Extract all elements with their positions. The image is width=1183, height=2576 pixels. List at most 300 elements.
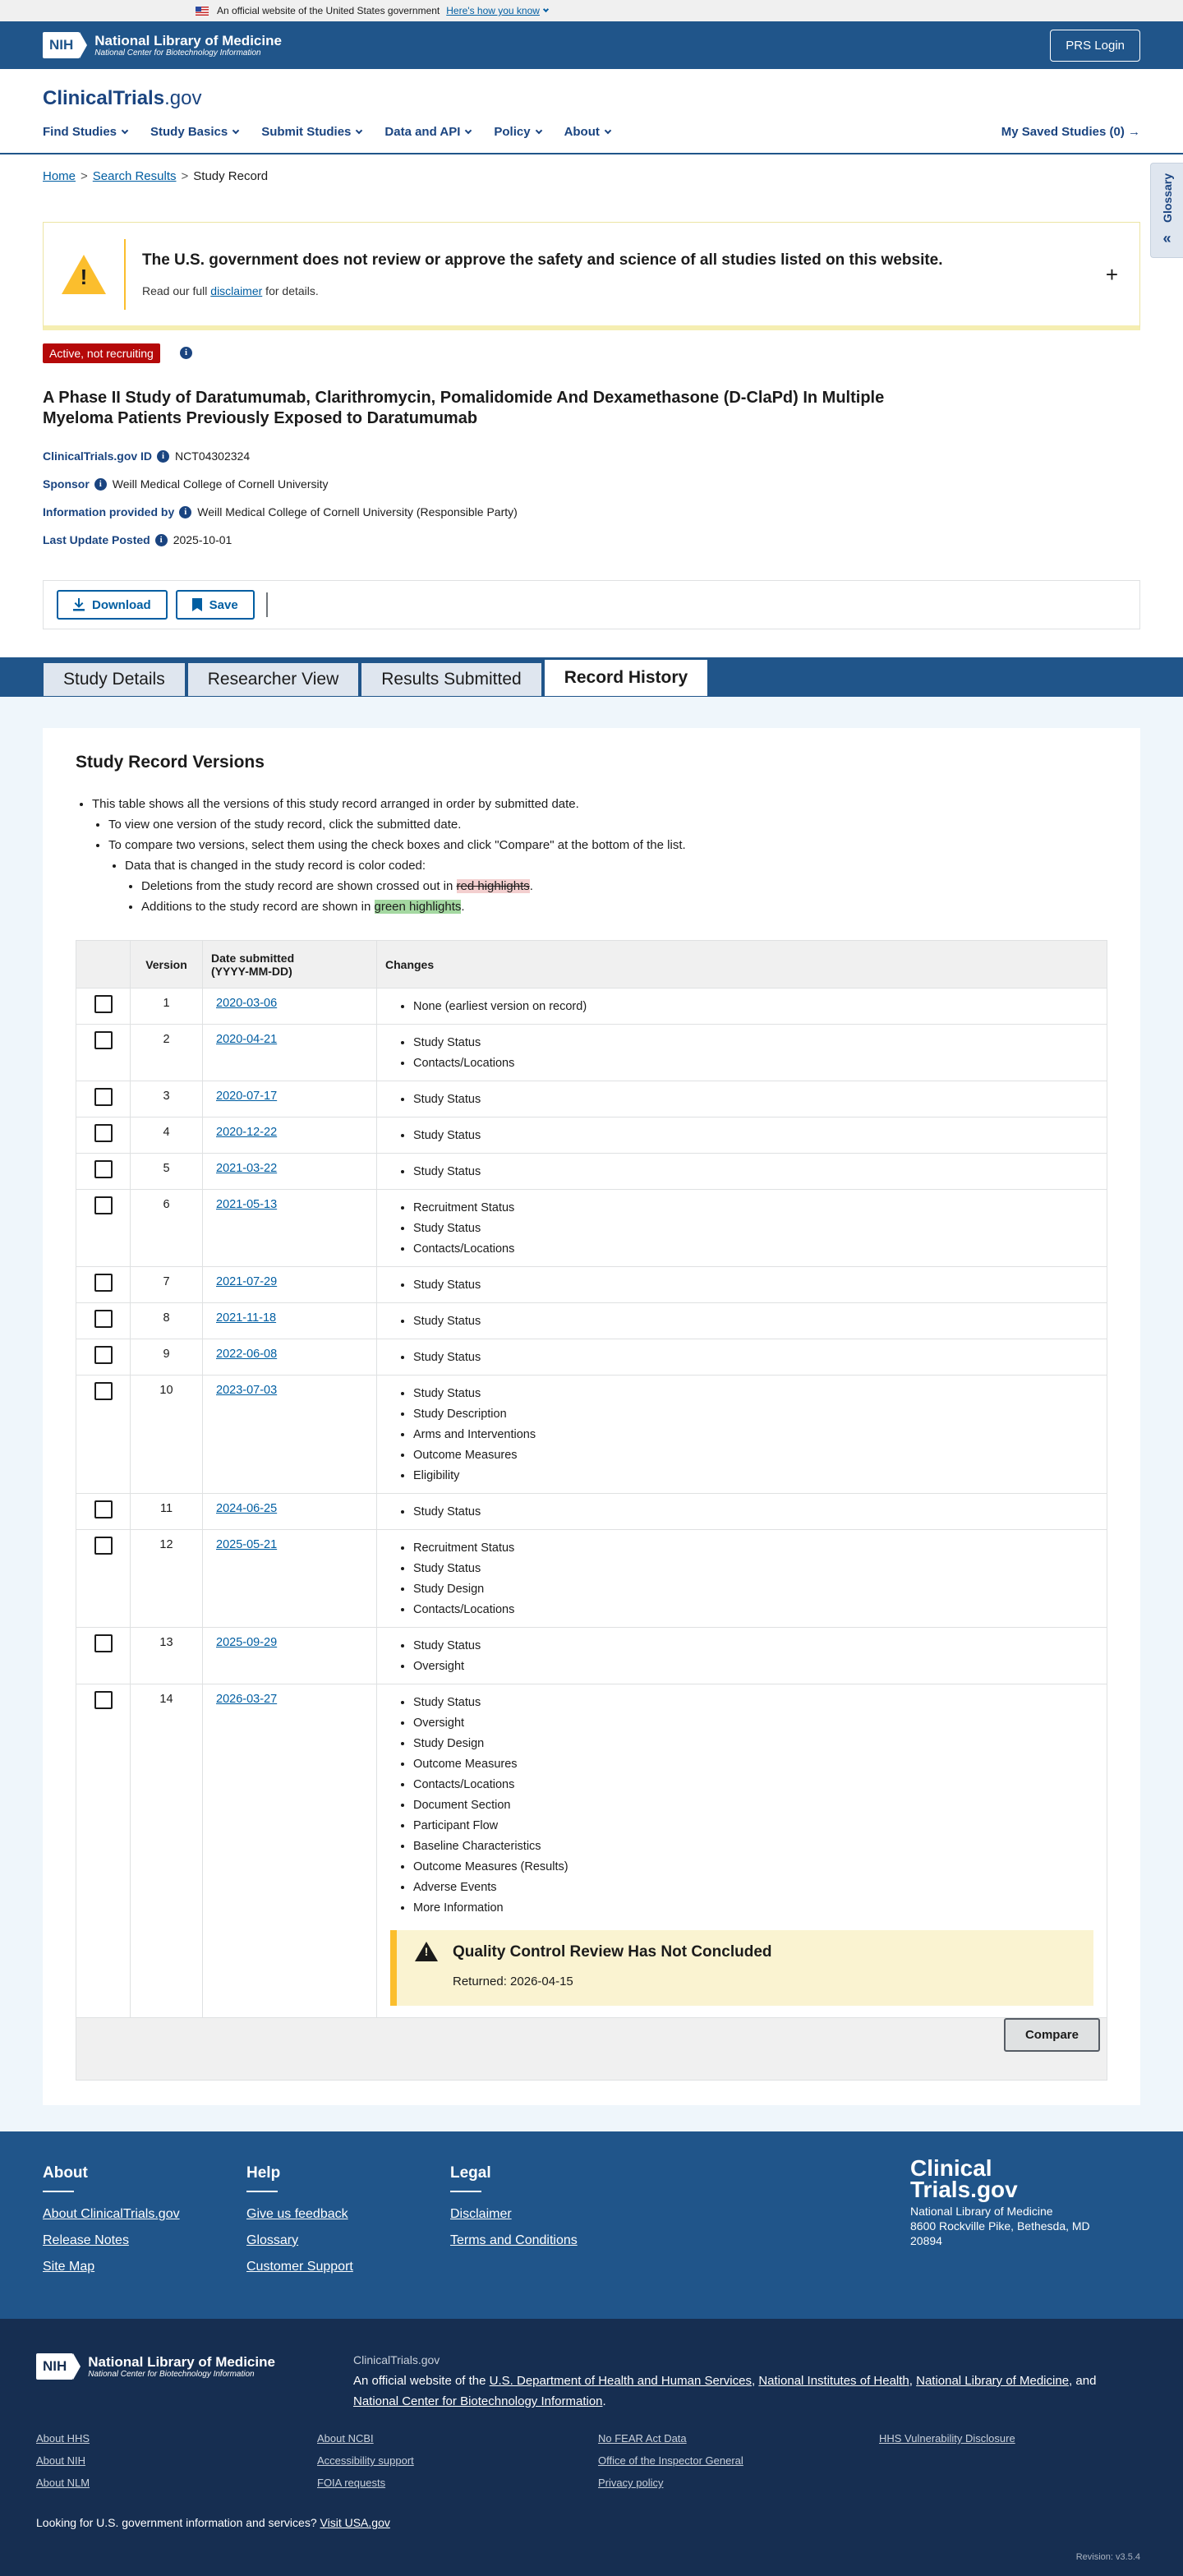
footer-logo-line1: Clinical [910, 2155, 992, 2181]
change-item: • Baseline Characteristics [413, 1836, 1093, 1857]
nlm-subtitle: National Center for Biotechnology Information [94, 48, 261, 58]
version-checkbox[interactable] [94, 1031, 113, 1049]
table-row [76, 1339, 1107, 1376]
changes-cell [377, 988, 1107, 1025]
warning-mark: ! [424, 1945, 429, 1958]
change-item: • None (earliest version on record) [413, 997, 1093, 1017]
version-date-link[interactable]: 2023-07-03 [216, 1384, 278, 1397]
select-cell [76, 1154, 131, 1190]
disclaimer-text-after: for details. [262, 283, 319, 297]
tab-study-details[interactable]: Study Details [43, 662, 186, 697]
gov-link[interactable]: About NIH [36, 2454, 85, 2467]
change-item: • Contacts/Locations [413, 1239, 1093, 1260]
change-item: • Study Description [413, 1404, 1093, 1425]
address-line: National Library of Medicine [910, 2205, 1053, 2218]
footer-ct-label: ClinicalTrials.gov [353, 2353, 440, 2366]
nav-about[interactable] [564, 125, 610, 139]
date-cell [203, 1117, 377, 1154]
gov-link[interactable]: FOIA requests [317, 2477, 386, 2489]
record-history-card [43, 728, 1140, 2105]
changes-cell [377, 1628, 1107, 1684]
version-date-link[interactable]: 2024-06-25 [216, 1502, 278, 1515]
usa-gov-link[interactable]: Visit USA.gov [320, 2516, 390, 2529]
nlm-subtitle: National Center for Biotechnology Information [88, 2369, 255, 2379]
footer-link[interactable]: Customer Support [246, 2260, 353, 2274]
nlm-title: National Library of Medicine [94, 32, 282, 48]
change-item: • Study Status [413, 1126, 1093, 1146]
nlm-footer-logo[interactable] [36, 2353, 275, 2380]
change-item: • Participant Flow [413, 1816, 1093, 1836]
gov-banner [0, 0, 1183, 21]
chevron-down-icon [543, 6, 549, 12]
table-row [76, 1154, 1107, 1190]
footer-link[interactable]: Give us feedback [246, 2207, 348, 2221]
expand-plus-icon[interactable]: + [1105, 262, 1118, 287]
footer-link[interactable]: Disclaimer [450, 2207, 512, 2221]
select-cell [76, 1117, 131, 1154]
chevron-down-icon [465, 127, 472, 133]
version-date-link[interactable]: 2021-03-22 [216, 1162, 278, 1175]
change-item: • Contacts/Locations [413, 1600, 1093, 1620]
version-checkbox[interactable] [94, 1537, 113, 1555]
additions-legend [141, 896, 686, 917]
logo-main: ClinicalTrials [43, 87, 165, 109]
nav-submit-studies[interactable] [261, 125, 361, 139]
gov-link[interactable]: Privacy policy [598, 2477, 664, 2489]
save-label: Save [209, 597, 238, 612]
saved-studies-link[interactable]: My Saved Studies (0) → [1001, 125, 1140, 139]
download-button[interactable] [57, 590, 168, 620]
footer-rule [450, 2191, 481, 2192]
qc-returned: Returned: 2026-04-15 [453, 1975, 573, 1988]
additions-text: Additions to the study record are shown in [141, 900, 375, 914]
version-number: 1 [131, 988, 203, 1025]
change-item: • Oversight [413, 1713, 1093, 1734]
tab-record-history[interactable]: Record History [544, 659, 709, 697]
nav-find-studies[interactable] [43, 125, 127, 139]
changes-cell [377, 1081, 1107, 1117]
official-website-statement [353, 2350, 1125, 2412]
breadcrumb-separator: > [81, 169, 88, 183]
version-number: 4 [131, 1117, 203, 1154]
changes-cell [377, 1267, 1107, 1303]
nav-label: Submit Studies [261, 125, 352, 139]
download-icon [73, 598, 85, 611]
version-checkbox[interactable] [94, 995, 113, 1013]
version-number: 9 [131, 1339, 203, 1376]
change-item: • Study Status [413, 1384, 1093, 1404]
prs-login-button[interactable]: PRS Login [1050, 30, 1140, 62]
chevron-down-icon [356, 127, 362, 133]
change-item: • Study Status [413, 1219, 1093, 1239]
info-icon[interactable]: i [179, 506, 191, 518]
change-item: • Contacts/Locations [413, 1053, 1093, 1074]
change-item: • Recruitment Status [413, 1538, 1093, 1559]
footer-address [910, 2204, 1090, 2248]
select-cell [76, 1339, 131, 1376]
download-label: Download [92, 597, 151, 612]
address-line: 8600 Rockville Pike, Bethesda, MD [910, 2219, 1090, 2233]
changes-cell [377, 1339, 1107, 1376]
footer-legal-heading: Legal [450, 2164, 491, 2182]
date-cell [203, 1628, 377, 1684]
comma: , [751, 2374, 759, 2388]
date-cell [203, 1025, 377, 1081]
change-item: • Study Status [413, 1559, 1093, 1579]
version-checkbox[interactable] [94, 1196, 113, 1214]
nih-link[interactable]: National Institutes of Health [758, 2374, 909, 2388]
version-number: 3 [131, 1081, 203, 1117]
changes-cell [377, 1494, 1107, 1530]
info-icon[interactable]: i [155, 534, 168, 546]
bookmark-icon [192, 598, 202, 611]
change-item: • Recruitment Status [413, 1198, 1093, 1219]
nlm-link[interactable]: National Library of Medicine [916, 2374, 1070, 2388]
change-item: • Study Status [413, 1162, 1093, 1182]
breadcrumb-home[interactable]: Home [43, 169, 76, 183]
table-row [76, 1267, 1107, 1303]
change-item: • Outcome Measures (Results) [413, 1857, 1093, 1878]
footer-link[interactable]: Site Map [43, 2260, 95, 2274]
footer [0, 2131, 1183, 2319]
additions-highlight: green highlights [374, 900, 462, 914]
footer-link[interactable]: Terms and Conditions [450, 2233, 578, 2247]
version-checkbox[interactable] [94, 1124, 113, 1142]
table-row [76, 1684, 1107, 2018]
change-item: • Study Status [413, 1693, 1093, 1713]
glossary-label: Glossary [1160, 173, 1174, 223]
revision-label: Revision: v3.5.4 [1075, 2552, 1140, 2562]
change-item: • Eligibility [413, 1466, 1093, 1486]
compare-button[interactable]: Compare [1004, 2018, 1100, 2052]
address-line: 20894 [910, 2234, 942, 2247]
provided-by-row [43, 505, 518, 518]
footer-bottom [0, 2319, 1183, 2576]
version-checkbox[interactable] [94, 1382, 113, 1400]
version-checkbox[interactable] [94, 1310, 113, 1328]
version-number: 6 [131, 1190, 203, 1267]
footer-link[interactable]: About ClinicalTrials.gov [43, 2207, 180, 2221]
nlm-title: National Library of Medicine [88, 2353, 275, 2370]
disclaimer-title: The U.S. government does not review or approve the safety and science of all studies listed on this website. [142, 251, 943, 269]
record-tabs [0, 657, 1183, 697]
version-number: 2 [131, 1025, 203, 1081]
version-checkbox[interactable] [94, 1274, 113, 1292]
version-date-link[interactable]: 2021-11-18 [216, 1311, 277, 1325]
version-checkbox[interactable] [94, 1500, 113, 1518]
breadcrumb-search-results[interactable]: Search Results [92, 169, 177, 183]
footer-link[interactable]: Release Notes [43, 2233, 129, 2247]
version-checkbox[interactable] [94, 1088, 113, 1106]
date-cell [203, 1530, 377, 1628]
breadcrumb-separator: > [181, 169, 189, 183]
and-text: , and [1069, 2374, 1097, 2388]
select-cell [76, 1303, 131, 1339]
version-date-link[interactable]: 2020-03-06 [216, 997, 278, 1010]
double-chevron-left-icon: « [1162, 230, 1171, 247]
table-row [76, 1117, 1107, 1154]
versions-intro [76, 794, 686, 917]
select-cell [76, 1081, 131, 1117]
change-item: • Study Design [413, 1734, 1093, 1754]
change-item: • Adverse Events [413, 1878, 1093, 1898]
clinicaltrials-logo[interactable] [43, 87, 201, 110]
table-row [76, 1530, 1107, 1628]
main-nav [0, 69, 1183, 154]
deletions-highlight: red highlights [456, 879, 530, 893]
action-toolbar [43, 580, 1140, 629]
select-cell [76, 988, 131, 1025]
provided-by-value: Weill Medical College of Cornell University (Responsible Party) [197, 505, 518, 518]
table-row [76, 1190, 1107, 1267]
info-icon[interactable]: i [180, 347, 192, 359]
date-header-line2: (YYYY-MM-DD) [211, 964, 292, 978]
version-checkbox[interactable] [94, 1691, 113, 1709]
status-badge: Active, not recruiting [43, 343, 160, 363]
sponsor-value: Weill Medical College of Cornell University [112, 477, 329, 491]
changes-cell [377, 1117, 1107, 1154]
footer-rule [43, 2191, 74, 2192]
toolbar-divider [266, 592, 268, 617]
select-cell [76, 1025, 131, 1081]
warning-icon: ! [62, 255, 106, 294]
changes-cell [377, 1530, 1107, 1628]
logo-suffix: .gov [164, 87, 202, 109]
official-prefix: An official website of the [353, 2374, 490, 2388]
select-column-header [76, 941, 131, 988]
changes-cell [377, 1376, 1107, 1494]
date-cell [203, 1376, 377, 1494]
provided-by-label: Information provided by [43, 505, 175, 518]
deletions-legend [141, 876, 686, 896]
info-icon[interactable]: i [94, 478, 107, 491]
sponsor-label: Sponsor [43, 477, 90, 491]
change-item: • Study Status [413, 1275, 1093, 1296]
nav-label: Study Basics [150, 125, 228, 139]
chevron-down-icon [122, 127, 128, 133]
period: . [529, 879, 533, 893]
tab-results-submitted[interactable]: Results Submitted [361, 662, 541, 697]
table-row [76, 1303, 1107, 1339]
change-item: • Study Status [413, 1033, 1093, 1053]
version-number: 11 [131, 1494, 203, 1530]
footer-legal-column [450, 2164, 578, 2260]
version-date-link[interactable]: 2020-07-17 [216, 1090, 278, 1103]
select-cell [76, 1628, 131, 1684]
change-item: • Outcome Measures [413, 1754, 1093, 1775]
gov-link[interactable]: About HHS [36, 2432, 90, 2445]
period: . [461, 900, 465, 914]
version-checkbox[interactable] [94, 1160, 113, 1178]
date-cell [203, 988, 377, 1025]
nav-data-api[interactable] [384, 125, 471, 139]
versions-table [76, 940, 1107, 2081]
nih-logo-box: NIH [36, 2353, 73, 2380]
select-cell [76, 1267, 131, 1303]
last-update-value: 2025-10-01 [173, 533, 232, 546]
table-row [76, 1025, 1107, 1081]
qc-alert [390, 1930, 1093, 2006]
gov-link[interactable]: No FEAR Act Data [598, 2432, 687, 2445]
version-date-link[interactable]: 2020-12-22 [216, 1126, 278, 1139]
change-item: • Oversight [413, 1657, 1093, 1677]
footer-help-heading: Help [246, 2164, 281, 2182]
disclaimer-divider [124, 239, 126, 310]
change-item: • Arms and Interventions [413, 1425, 1093, 1445]
date-cell [203, 1267, 377, 1303]
version-date-link[interactable]: 2021-05-13 [216, 1198, 278, 1211]
study-id-row [43, 449, 250, 463]
version-checkbox[interactable] [94, 1346, 113, 1364]
changes-cell [377, 1025, 1107, 1081]
comma: , [909, 2374, 917, 2388]
date-header-line1: Date submitted [211, 951, 295, 965]
version-date-link[interactable]: 2026-03-27 [216, 1693, 278, 1706]
nav-policy[interactable] [494, 125, 541, 139]
version-number: 14 [131, 1684, 203, 2018]
version-checkbox[interactable] [94, 1634, 113, 1652]
table-row [76, 988, 1107, 1025]
change-item: • More Information [413, 1898, 1093, 1919]
versions-heading: Study Record Versions [76, 753, 265, 772]
disclaimer-link[interactable]: disclaimer [210, 283, 263, 297]
nlm-logo[interactable] [43, 32, 282, 58]
change-item: • Study Status [413, 1502, 1093, 1523]
nav-label: Policy [494, 125, 531, 139]
intro-item: • To compare two versions, select them using the check boxes and click "Compare" at the bottom of the list. [108, 835, 686, 855]
chevron-down-icon [232, 127, 239, 133]
nav-label: About [564, 125, 600, 139]
period: . [602, 2394, 606, 2408]
study-id-label: ClinicalTrials.gov ID [43, 449, 153, 463]
footer-brand [910, 2155, 1090, 2248]
breadcrumb [43, 169, 268, 183]
chevron-down-icon [535, 127, 541, 133]
breadcrumb-current: Study Record [193, 169, 269, 183]
version-number: 5 [131, 1154, 203, 1190]
date-cell [203, 1494, 377, 1530]
last-update-label: Last Update Posted [43, 533, 150, 546]
glossary-tab[interactable] [1150, 163, 1183, 258]
how-you-know-link[interactable]: Here's how you know [446, 5, 540, 16]
table-row [76, 1376, 1107, 1494]
change-item: • Study Design [413, 1579, 1093, 1600]
select-cell [76, 1494, 131, 1530]
version-date-link[interactable]: 2025-05-21 [216, 1538, 278, 1551]
gov-link[interactable]: HHS Vulnerability Disclosure [879, 2432, 1015, 2445]
change-item: • Study Status [413, 1311, 1093, 1332]
version-number: 13 [131, 1628, 203, 1684]
change-item: • Study Status [413, 1090, 1093, 1110]
select-cell [76, 1530, 131, 1628]
footer-logo[interactable] [910, 2155, 1090, 2202]
disclaimer-banner [43, 222, 1140, 330]
hhs-link[interactable]: U.S. Department of Health and Human Services [489, 2374, 752, 2388]
usa-text: Looking for U.S. government information and services? [36, 2516, 320, 2529]
footer-about-heading: About [43, 2164, 88, 2182]
disclaimer-text-before: Read our full [142, 283, 211, 297]
table-row [76, 1494, 1107, 1530]
date-cell [203, 1154, 377, 1190]
study-title: A Phase II Study of Daratumumab, Clarithromycin, Pomalidomide And Dexamethasone (D-ClaPd) In Multiple Myeloma Patients Previously Exposed to Daratumumab [43, 389, 885, 427]
gov-banner-text: An official website of the United States government [217, 5, 440, 16]
date-cell [203, 1303, 377, 1339]
footer-logo-line2: Trials.gov [910, 2177, 1018, 2202]
study-id-value: NCT04302324 [175, 449, 251, 463]
intro-item: • Data that is changed in the study record is color coded: [125, 855, 686, 876]
qc-title: Quality Control Review Has Not Concluded [453, 1943, 772, 1961]
changes-cell [377, 1684, 1107, 2018]
intro-item: • This table shows all the versions of this study record arranged in order by submitted date. [92, 794, 686, 814]
select-cell [76, 1376, 131, 1494]
change-item: • Study Status [413, 1636, 1093, 1657]
chevron-down-icon [605, 127, 611, 133]
version-column-header: Version [131, 941, 203, 988]
date-cell [203, 1339, 377, 1376]
compare-row [76, 2018, 1107, 2081]
date-cell [203, 1684, 377, 2018]
sponsor-row [43, 477, 329, 491]
usa-gov-line [36, 2516, 390, 2529]
date-cell [203, 1190, 377, 1267]
nlm-header [0, 21, 1183, 69]
version-date-link[interactable]: 2022-06-08 [216, 1348, 278, 1361]
nih-logo-box: NIH [43, 32, 80, 58]
change-item: • Contacts/Locations [413, 1775, 1093, 1795]
deletions-text: Deletions from the study record are shown crossed out in [141, 879, 457, 893]
footer-rule [246, 2191, 278, 2192]
changes-column-header: Changes [377, 941, 1107, 988]
footer-link[interactable]: Glossary [246, 2233, 299, 2247]
disclaimer-text [142, 284, 943, 297]
version-number: 7 [131, 1267, 203, 1303]
select-cell [76, 1190, 131, 1267]
nav-study-basics[interactable] [150, 125, 238, 139]
changes-cell [377, 1154, 1107, 1190]
version-number: 8 [131, 1303, 203, 1339]
changes-cell [377, 1190, 1107, 1267]
date-column-header [203, 941, 377, 988]
info-icon[interactable]: i [157, 450, 169, 463]
version-date-link[interactable]: 2020-04-21 [216, 1033, 278, 1046]
select-cell [76, 1684, 131, 2018]
footer-about-column [43, 2164, 180, 2286]
ncbi-link[interactable]: National Center for Biotechnology Information [353, 2394, 603, 2408]
footer-help-column [246, 2164, 353, 2286]
changes-cell [377, 1303, 1107, 1339]
date-cell [203, 1081, 377, 1117]
version-date-link[interactable]: 2025-09-29 [216, 1636, 278, 1649]
tab-researcher-view[interactable]: Researcher View [187, 662, 360, 697]
gov-link[interactable]: About NCBI [317, 2432, 374, 2445]
nav-label: Find Studies [43, 125, 117, 139]
us-flag-icon [196, 7, 209, 16]
save-button[interactable] [176, 590, 255, 620]
gov-link[interactable]: Accessibility support [317, 2454, 414, 2467]
table-row [76, 1628, 1107, 1684]
gov-link[interactable]: About NLM [36, 2477, 90, 2489]
change-item: • Document Section [413, 1795, 1093, 1816]
version-number: 12 [131, 1530, 203, 1628]
change-item: • Study Status [413, 1348, 1093, 1368]
gov-link[interactable]: Office of the Inspector General [598, 2454, 743, 2467]
nav-label: Data and API [384, 125, 461, 139]
change-item: • Outcome Measures [413, 1445, 1093, 1466]
intro-item: • To view one version of the study record, click the submitted date. [108, 814, 686, 835]
table-row [76, 1081, 1107, 1117]
version-date-link[interactable]: 2021-07-29 [216, 1275, 278, 1288]
last-update-row [43, 533, 232, 546]
